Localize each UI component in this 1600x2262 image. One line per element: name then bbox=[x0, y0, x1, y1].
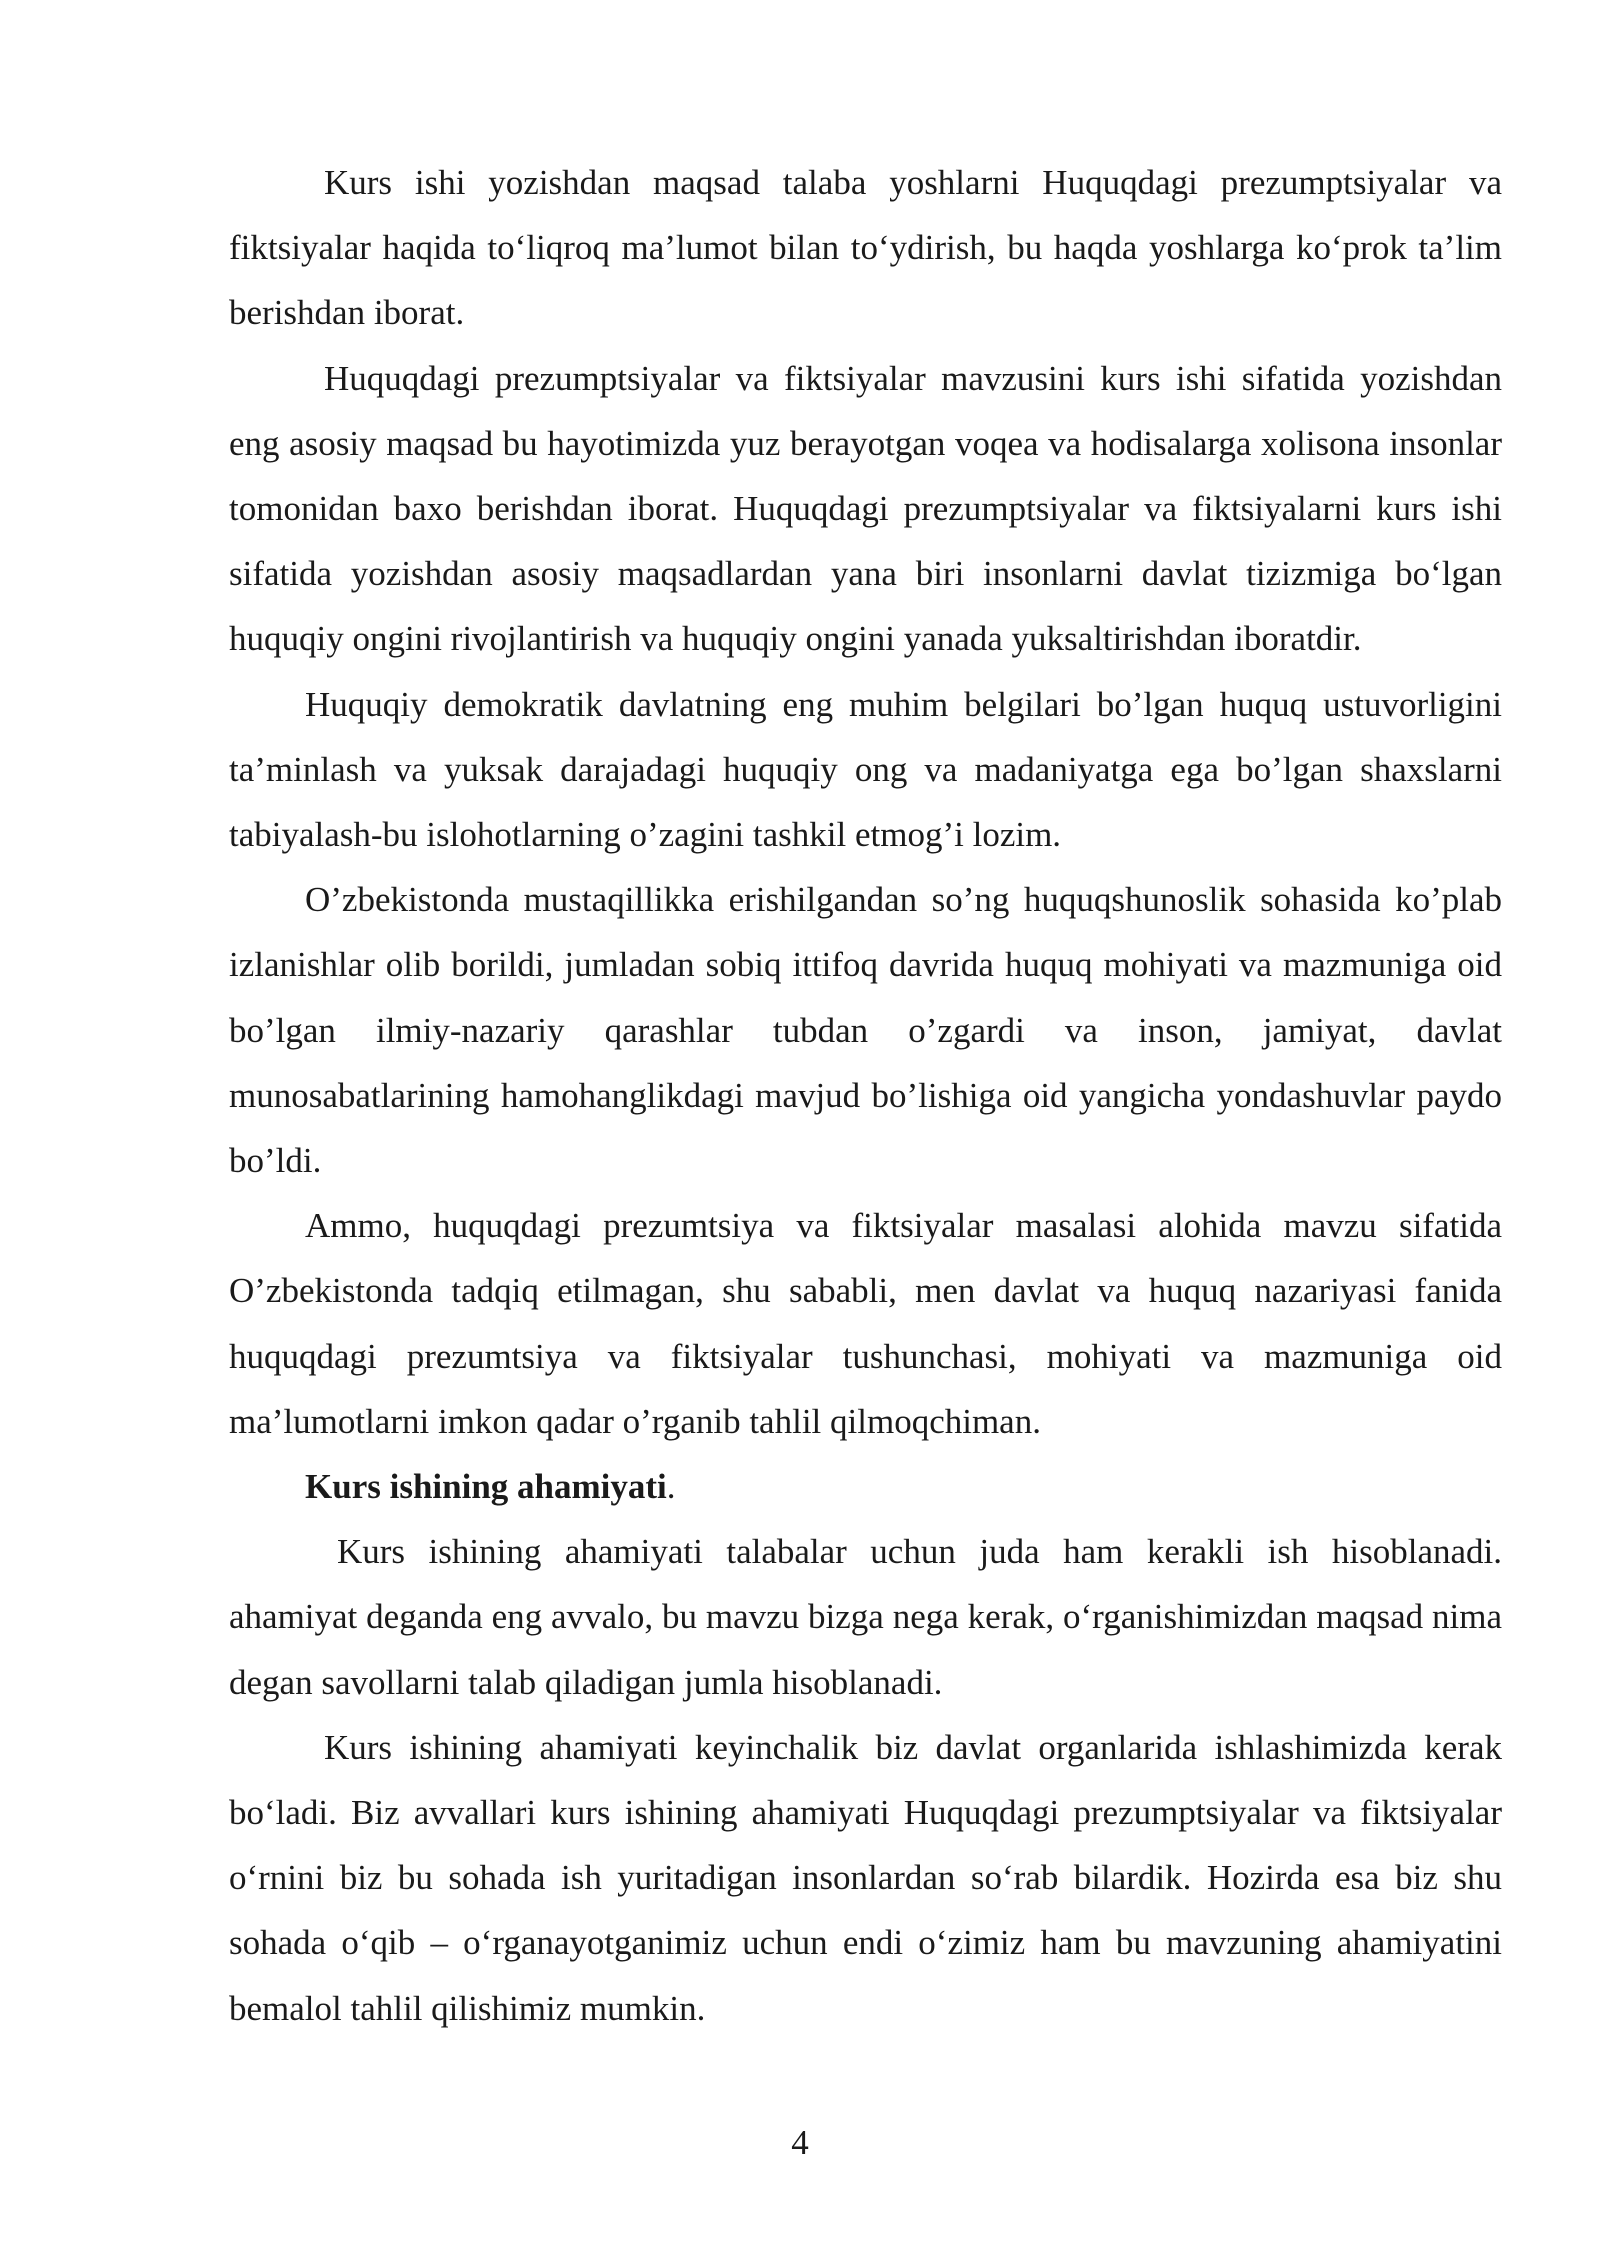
section-heading-period: . bbox=[666, 1467, 676, 1507]
paragraph-independence: O’zbekistonda mustaqillikka erishilgandan so’ng huquqshunoslik sohasida ko’plab izlanishlar olib borildi, jumladan sobiq ittifoq davrida huquq mohiyati va mazmuniga oid bo’lgan ilmiy-nazariy qarashlar tubdan o’zgardi va inson, jamiyat, davlat munosabatlarining hamohanglikdagi mavjud bo’lishiga oid yangicha yondashuvlar paydo bo’ldi. bbox=[229, 880, 1502, 1181]
paragraph-democratic-state: Huquqiy demokratik davlatning eng muhim belgilari bo’lgan huquq ustuvorligini ta’minlash va yuksak darajadagi huquqiy ong va madaniyatga ega bo’lgan shaxslarni tabiyalash-bu islohotlarning o’zagini tashkil etmog’i lozim. bbox=[229, 684, 1502, 855]
paragraph-importance: Kurs ishining ahamiyati talabalar uchun juda ham kerakli ish hisoblanadi. ahamiyat deganda eng avvalo, bu mavzu bizga nega kerak, o‘rganishimizdan maqsad nima degan savollarni talab qiladigan jumla hisoblanadi. bbox=[229, 1532, 1502, 1702]
paragraph-research-gap: Ammo, huquqdagi prezumtsiya va fiktsiyalar masalasi alohida mavzu sifatida O’zbekistonda tadqiq etilmagan, shu sababli, men davlat va huquq nazariyasi fanida huquqdagi prezumtsiya va fiktsiyalar tushunchasi, mohiyati va mazmuniga oid ma’lumotlarni imkon qadar o’rganib tahlil qilmoqchiman. bbox=[229, 1206, 1502, 1441]
paragraph-purpose: Kurs ishi yozishdan maqsad talaba yoshlarni Huquqdagi prezumptsiyalar va fiktsiyalar haqida to‘liqroq ma’lumot bilan to‘ydirish, bu haqda yoshlarga ko‘prok ta’lim berishdan iborat. bbox=[229, 163, 1502, 333]
paragraph-future-use: Kurs ishining ahamiyati keyinchalik biz davlat organlarida ishlashimizda kerak bo‘ladi. Biz avvallari kurs ishining ahamiyati Huquqdagi prezumptsiyalar va fiktsiyalar o‘rnini biz bu sohada ish yuritadigan insonlardan so‘rab bilardik. Hozirda esa biz shu sohada o‘qib – o‘rganayotganimiz uchun endi o‘zimiz ham bu mavzuning ahamiyatini bemalol tahlil qilishimiz mumkin. bbox=[229, 1727, 1502, 2028]
paragraph-main-goal: Huquqdagi prezumptsiyalar va fiktsiyalar mavzusini kurs ishi sifatida yozishdan eng asosiy maqsad bu hayotimizda yuz berayotgan voqea va hodisalarga xolisona insonlar tomonidan baxo berishdan iborat. Huquqdagi prezumptsiyalar va fiktsiyalarni kurs ishi sifatida yozishdan asosiy maqsadlardan yana biri insonlarni davlat tizizmiga bo‘lgan huquqiy ongini rivojlantirish va huquqiy ongini yanada yuksaltirishdan iboratdir. bbox=[229, 358, 1502, 659]
page-number: 4 bbox=[791, 2123, 809, 2162]
page-body bbox=[229, 150, 1502, 2041]
section-heading bbox=[229, 1454, 1502, 1519]
section-heading-text: Kurs ishining ahamiyati bbox=[305, 1467, 667, 1507]
